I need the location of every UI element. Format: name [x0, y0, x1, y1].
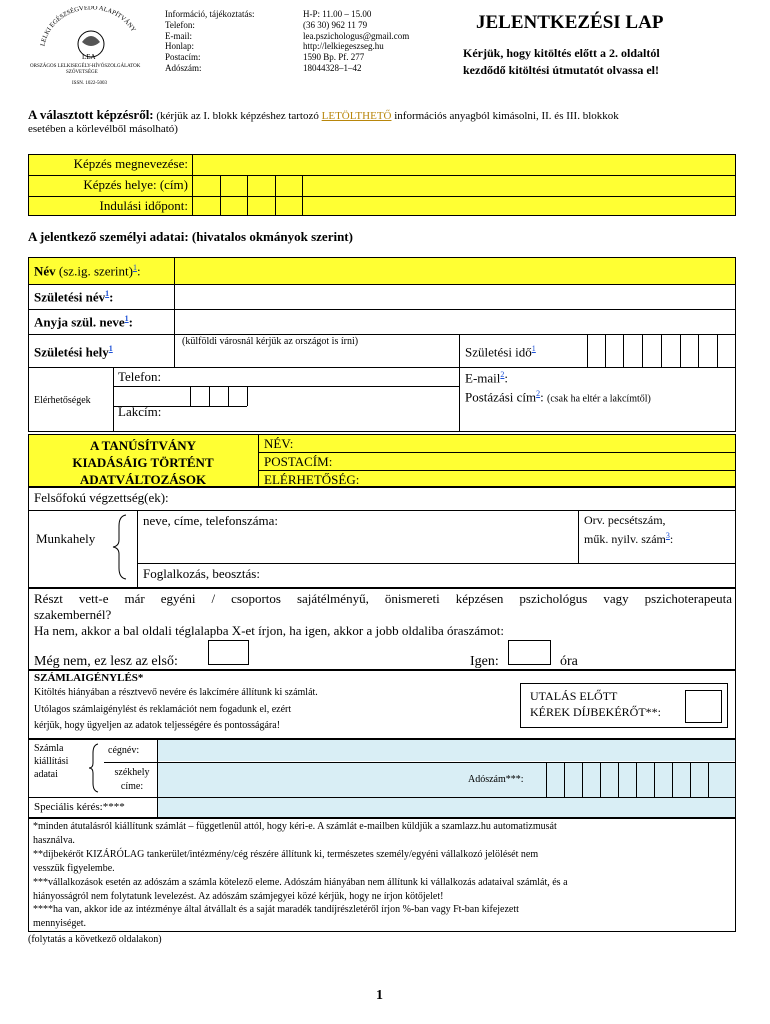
subtitle-line2: kezdődő kitöltési útmutatót olvassa el! — [463, 63, 659, 77]
course-note-a: (kérjük az I. blokk képzéshez tartozó — [156, 110, 319, 122]
contact-info — [165, 9, 254, 74]
course-heading-title: A választott képzésről: — [28, 107, 154, 122]
name-label-text: Név — [34, 263, 56, 279]
footnote-ref-3[interactable]: 3 — [665, 531, 670, 540]
footnote-ref-1[interactable]: 1 — [108, 344, 113, 353]
invoice-label-2: kiállítási — [34, 756, 69, 767]
proforma-label-2: KÉREK DÍJBEKÉRŐT**: — [530, 705, 661, 719]
footnote-line: *minden átutalásról kiállítunk számlát – függetlenül attól, hogy kéri-e. A számlát e-mailben küldjük a szamlazz.hu automatizmusát — [33, 821, 557, 832]
subtitle-line1: Kérjük, hogy kitöltés előtt a 2. oldaltól — [463, 46, 660, 60]
footnote-line: hiányosságról nem folytatunk levelezést. Az adószám számjegyei közé kérjük, hogy ne írjon kötőjelet! — [33, 890, 444, 902]
experience-question: Részt vett-e már egyéni / csoportos sajátélményű, önismereti képzésen pszichológus vagy pszichoterapeuta — [34, 591, 732, 606]
mother-name-label: Anyja szül. neve$^1$: — [34, 314, 133, 330]
degree-input[interactable] — [200, 488, 734, 509]
billing-title: SZÁMLAIGÉNYLÉS* — [34, 672, 144, 684]
course-place-input[interactable] — [304, 176, 734, 195]
data-changes-title2: KIADÁSÁIG TÖRTÉNT — [72, 455, 214, 470]
footnote-line: mennyiséget. — [33, 918, 87, 930]
mother-name-input[interactable] — [176, 311, 734, 333]
degree-label-text: Felsőfokú végzettség(ek) — [34, 490, 166, 505]
workplace-name-label: neve, címe, telefonszáma: — [143, 513, 278, 528]
license-label-2: műk. nyilv. szám$^3$: — [584, 531, 674, 546]
page-number: 1 — [376, 988, 383, 1003]
birth-date-input[interactable] — [588, 335, 734, 366]
special-request-input[interactable] — [160, 799, 734, 817]
footnote-ref-1[interactable]: 1 — [105, 289, 110, 298]
occupation-label: Foglalkozás, beosztás: — [143, 566, 260, 581]
contact-website[interactable]: http://lelkiegeszseg.hu — [303, 41, 384, 52]
download-link[interactable]: LETÖLTHETŐ — [321, 110, 392, 122]
email-label-text: E-mail — [465, 370, 501, 386]
page-title: JELENTKEZÉSI LAP — [476, 12, 664, 33]
billing-note-2: Utólagos számlaigénylést és reklamációt nem fogadunk el, ezért — [34, 704, 292, 715]
license-input[interactable] — [580, 547, 734, 562]
birth-place-input[interactable] — [176, 349, 458, 366]
yes-label: Igen: — [470, 654, 499, 669]
birth-date-label — [465, 344, 536, 360]
seat-input[interactable] — [160, 764, 460, 796]
invoice-label — [34, 742, 68, 781]
invoice-brace-icon — [88, 743, 100, 793]
logo-arc-text: LELKI EGÉSZSÉGVÉDŐ ALAPÍTVÁNY — [39, 6, 137, 47]
postal-address-text: Postázási cím — [465, 389, 537, 405]
email-label: E-mail$^2$: — [465, 370, 509, 386]
contact-hours: H-P: 11.00 – 15.00 — [303, 9, 372, 19]
postal-address-input[interactable] — [465, 405, 734, 431]
seat-label-1: székhely — [114, 767, 150, 778]
change-contact-label: ELÉRHETŐSÉG: — [264, 472, 360, 487]
degree-label: Felsőfokú végzettség(ek): — [34, 490, 169, 505]
contact-tax: 18044328–1–42 — [303, 62, 362, 73]
hours-label: óra — [560, 654, 578, 669]
proforma-checkbox[interactable] — [685, 690, 722, 723]
logo-center-text: LEA — [82, 53, 96, 61]
contact-values — [303, 9, 409, 74]
contact-email[interactable]: lea.pszichologus@gmail.com — [303, 30, 410, 41]
company-label: cégnév: — [108, 745, 140, 756]
first-time-checkbox[interactable] — [208, 640, 249, 665]
course-start-label: Indulási időpont: — [99, 198, 188, 213]
course-note-c: esetében a körlevélből másolható) — [28, 123, 178, 135]
phone-label: Telefon: — [118, 369, 162, 384]
invoice-label-1: Számla — [34, 743, 64, 754]
license-label-1: Orv. pecsétszám, — [584, 513, 666, 527]
address-input[interactable] — [249, 388, 458, 431]
special-request-label: Speciális kérés:**** — [34, 801, 125, 813]
footnote-line: vesszük figyelembe. — [33, 862, 115, 874]
contact-label: Adószám: — [165, 62, 202, 73]
mother-name-text: Anyja szül. neve — [34, 314, 125, 330]
seat-label-2: címe: — [120, 781, 144, 792]
footnote-line: ***vállalkozások esetén az adószám a számla kötelező eleme. Adószám hiányában nem állítunk ki vállalkozás adataival számlát, és a — [33, 876, 568, 888]
course-place-label: Képzés helye: (cím) — [83, 177, 188, 192]
change-postal-input[interactable] — [350, 453, 734, 469]
workplace-label: Munkahely — [36, 531, 96, 546]
hours-input[interactable] — [508, 640, 551, 665]
change-contact-input[interactable] — [380, 471, 734, 486]
footnote-ref-2[interactable]: 2 — [536, 389, 541, 398]
experience-question-2: szakembernél? — [34, 607, 112, 622]
birth-name-label: Születési név$^1$: — [34, 289, 114, 305]
name-label-note: (sz.ig. szerint) — [58, 263, 133, 279]
birth-place-text: Születési hely — [34, 344, 109, 360]
footnote-ref-1[interactable]: 1 — [531, 344, 536, 353]
footnote-ref-1[interactable]: 1 — [132, 263, 137, 272]
course-name-input[interactable] — [194, 155, 734, 174]
birth-date-text: Születési idő — [465, 344, 532, 360]
contact-label: Telefon: — [165, 19, 195, 30]
birth-place-label — [34, 344, 113, 360]
contact-postal: 1590 Bp. Pf. 277 — [303, 52, 365, 63]
workplace-name-input[interactable] — [139, 530, 576, 561]
name-input[interactable] — [176, 259, 734, 283]
contact-phone: (36 30) 962 11 79 — [303, 19, 368, 30]
course-start-input[interactable] — [304, 197, 734, 215]
phone-input[interactable] — [176, 368, 458, 385]
proforma-label-1: UTALÁS ELŐTT — [530, 689, 618, 703]
change-name-label: NÉV: — [264, 436, 294, 451]
birth-name-input[interactable] — [176, 286, 734, 308]
logo — [26, 6, 156, 94]
personal-heading: A jelentkező személyi adatai: (hivatalos okmányok szerint) — [28, 229, 353, 244]
footnote-line: ****ha van, akkor ide az intézménye által átvállalt és a saját maradék tandíjrészletéről írjon %-ban vagy Ft-ban kifejezett — [33, 904, 519, 916]
tax-number-label: Adószám***: — [468, 774, 524, 785]
email-input[interactable] — [525, 368, 734, 386]
invoice-label-3: adatai — [34, 769, 58, 780]
logo-line1: ORSZÁGOS LELKISEGÉLY-HÍVÓSZOLGÁLATOK — [30, 64, 141, 69]
contact-label: Információ, tájékoztatás: — [165, 9, 255, 19]
logo-line2: SZÖVETSÉGE — [66, 70, 98, 75]
course-name-label: Képzés megnevezése: — [73, 156, 188, 171]
change-name-input[interactable] — [330, 435, 734, 451]
change-postal-label: POSTACÍM: — [264, 454, 333, 469]
footnote-ref-2[interactable]: 2 — [500, 370, 505, 379]
contacts-label: Elérhetőségek — [34, 395, 91, 406]
data-changes-title3: ADATVÁLTOZÁSOK — [79, 472, 207, 487]
tax-number-input[interactable] — [548, 764, 734, 796]
postal-address-note: (csak ha eltér a lakcímtől) — [547, 393, 651, 405]
footnote-ref-1[interactable]: 1 — [124, 314, 129, 323]
occupation-input[interactable] — [290, 565, 734, 586]
experience-instruction: Ha nem, akkor a bal oldali téglalapba X-et írjon, ha igen, akkor a jobb oldaliba óraszámot: — [34, 623, 505, 638]
address-label: Lakcím: — [118, 404, 162, 419]
continued-note: (folytatás a következő oldalakon) — [28, 934, 162, 945]
course-note-b: információs anyagból kimásolni, II. és III. blokkok — [394, 110, 619, 122]
license-label-2-text: műk. nyilv. szám — [584, 532, 666, 546]
birth-name-text: Születési név — [34, 289, 106, 305]
course-heading — [28, 107, 748, 123]
company-input[interactable] — [160, 741, 734, 760]
billing-note-1: Kitöltés hiányában a résztvevő nevére és lakcímére állítunk ki számlát. — [34, 687, 318, 698]
footnote-line: **díjbekérőt KIZÁRÓLAG tankerület/intézmény/cég részére állítunk ki, természetes személy/egyéni vállalkozó jelölését nem — [33, 848, 539, 860]
name-label: Név (sz.ig. szerint)$^1$: — [34, 263, 141, 279]
foreign-city-note: (külföldi városnál kérjük az országot is írni) — [182, 336, 359, 347]
data-changes-title1: A TANÚSÍTVÁNY — [89, 438, 197, 453]
data-changes-title — [30, 437, 256, 488]
billing-note-3: kérjük, hogy ügyeljen az adatok teljességére és pontosságára! — [34, 720, 281, 731]
footnote-line: használva. — [33, 834, 75, 846]
logo-line3: ISSN. 1022-5003 — [72, 81, 108, 86]
contact-label: Honlap: — [165, 41, 194, 52]
first-time-label: Még nem, ez lesz az első: — [34, 654, 178, 669]
contact-label: E-mail: — [165, 30, 192, 41]
postal-address-label: Postázási cím$^2$: (csak ha eltér a lakcímtől) — [465, 389, 651, 405]
contact-label: Postacím: — [165, 52, 201, 63]
seat-label — [108, 766, 156, 794]
workplace-brace-icon — [112, 514, 128, 580]
footnotes — [33, 820, 733, 931]
